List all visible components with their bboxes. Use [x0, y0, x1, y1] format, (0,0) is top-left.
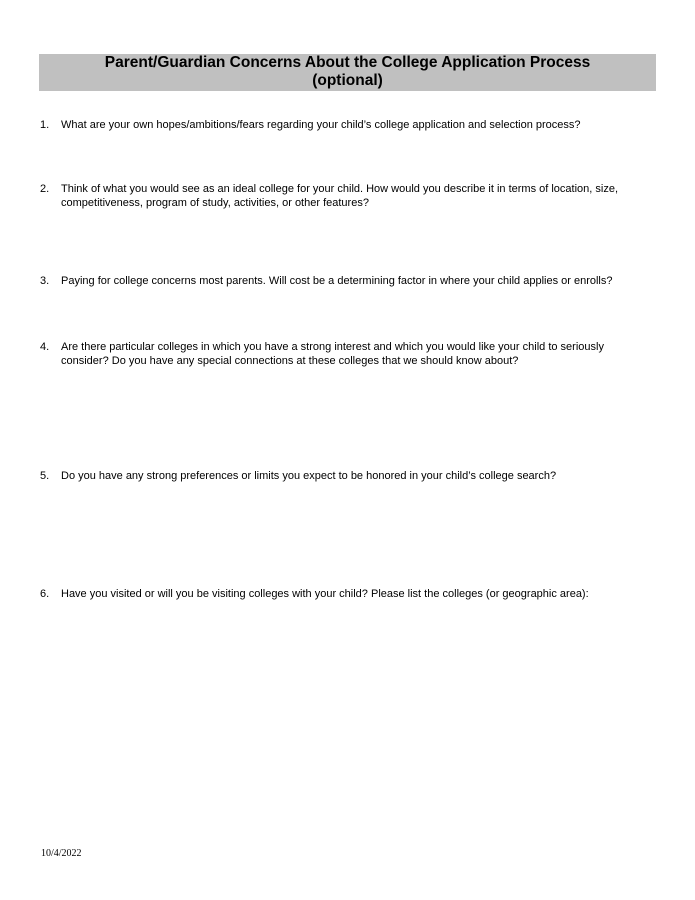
question-text: Paying for college concerns most parents. Will cost be a determining factor in where your child applies or enrolls?	[61, 275, 613, 287]
question-text: What are your own hopes/ambitions/fears regarding your child’s college application and selection process?	[61, 119, 581, 131]
question-number: 6.	[40, 588, 50, 600]
footer-date: 10/4/2022	[41, 848, 82, 859]
question-6	[40, 587, 650, 601]
question-1	[40, 118, 650, 132]
question-number: 4.	[40, 341, 50, 353]
title-line-2: (optional)	[312, 72, 383, 89]
question-number: 1.	[40, 119, 50, 131]
question-text: Do you have any strong preferences or limits you expect to be honored in your child’s college search?	[61, 470, 557, 482]
question-4	[40, 340, 650, 368]
question-number: 5.	[40, 470, 50, 482]
question-5	[40, 469, 650, 483]
question-3	[40, 274, 650, 288]
question-number: 3.	[40, 275, 50, 287]
question-2	[40, 182, 650, 210]
question-number: 2.	[40, 183, 50, 195]
question-text: Have you visited or will you be visiting colleges with your child? Please list the colleges (or geographic area):	[61, 588, 589, 600]
title-line-1: Parent/Guardian Concerns About the College Application Process	[104, 54, 591, 71]
question-text: Think of what you would see as an ideal college for your child. How would you describe it in terms of location, size, competitiveness, program of study, activities, or other features?	[61, 183, 619, 209]
page-title	[39, 54, 656, 91]
question-text: Are there particular colleges in which you have a strong interest and which you would like your child to seriously consider? Do you have any special connections at these colleges that we should know about?	[61, 341, 604, 367]
